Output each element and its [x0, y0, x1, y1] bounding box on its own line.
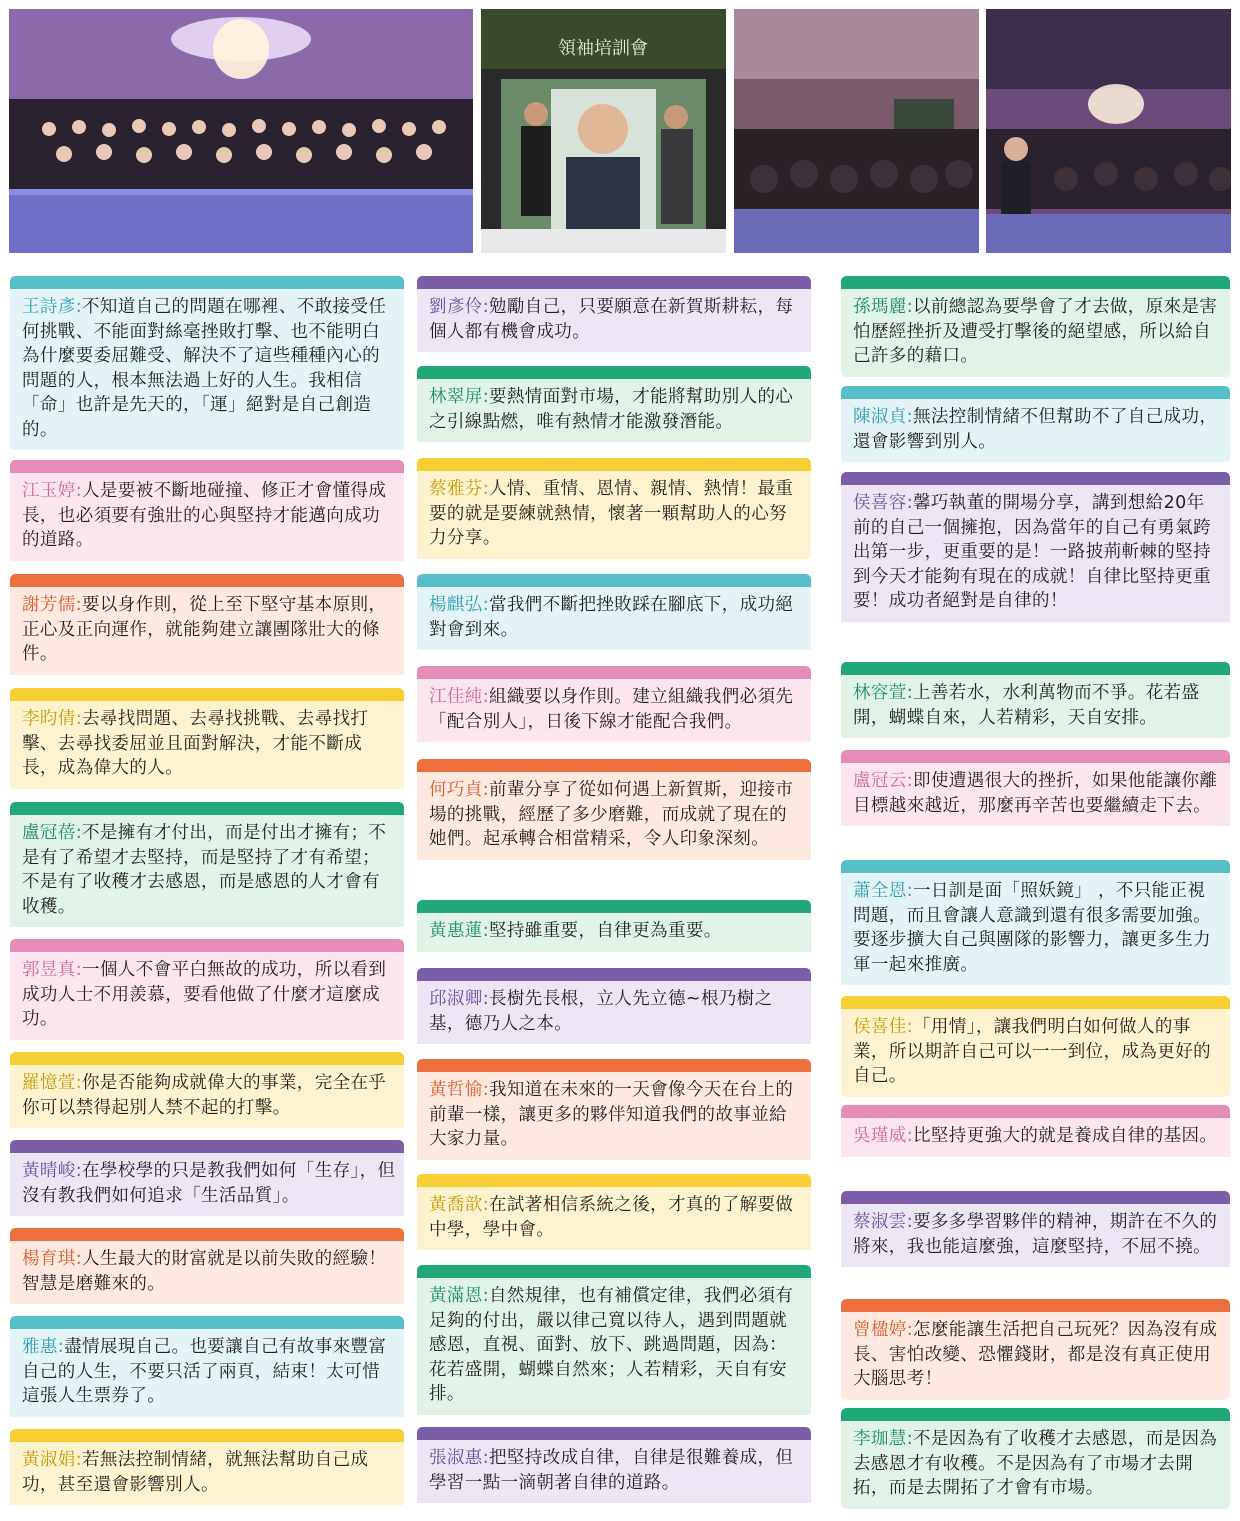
stage-speakers-photo [481, 9, 726, 253]
quote-card [10, 1316, 404, 1420]
author-name: 雅惠: [22, 1337, 65, 1357]
quote-text: 以前總認為要學會了才去做，原來是害怕歷經挫折及遭受打擊後的絕望感，所以給自己許多的藉口。 [853, 297, 1218, 366]
event-banner-text: 領袖培訓會 [558, 38, 648, 59]
author-name: 何巧貞: [429, 780, 489, 800]
author-name: 張淑惠: [429, 1448, 489, 1468]
author-name: 李昀倩: [22, 709, 82, 729]
quote-text: 我知道在未來的一天會像今天在台上的前輩一樣，讓更多的夥伴知道我們的故事並給大家力量。 [429, 1080, 794, 1149]
author-name: 盧冠云: [853, 771, 913, 791]
author-name: 蔡淑雲: [853, 1212, 913, 1232]
quote-text: 在試著相信系統之後，才真的了解要做中學，學中會。 [429, 1195, 794, 1240]
author-name: 曾楹婷: [853, 1320, 913, 1340]
quote-card [417, 458, 811, 562]
quote-card [841, 1408, 1230, 1509]
quote-text: 勉勵自己，只要願意在新賀斯耕耘，每個人都有機會成功。 [429, 297, 794, 342]
author-name: 謝芳儒: [22, 595, 82, 615]
quote-card [841, 472, 1230, 649]
quote-text: 馨巧執董的開場分享，講到想給20年前的自己一個擁抱，因為當年的自己有勇氣跨出第一步，更重要的是！一路披荊斬棘的堅持到今天才能夠有現在的成就！自律比堅持更重要！成功者絕對是自律的！ [853, 493, 1211, 611]
quote-text: 不知道自己的問題在哪裡、不敢接受任何挑戰、不能面對絲毫挫敗打擊、也不能明白為什麼要委屈難受、解決不了這些種種內心的問題的人，根本無法過上好的人生。我相信「命」也許是先天的，「運」絕對是自己創造的。 [22, 297, 387, 440]
quote-text: 無法控制情緒不但幫助不了自己成功，還會影響到別人。 [853, 407, 1218, 452]
author-name: 蕭全恩: [853, 881, 913, 901]
quote-text: 組織要以身作則。建立組織我們必須先「配合別人」，日後下線才能配合我們。 [429, 687, 794, 732]
author-name: 孫瑪麗: [853, 297, 913, 317]
quote-card [841, 860, 1230, 988]
quote-card [417, 1059, 811, 1163]
author-name: 黃淑娟: [22, 1450, 82, 1470]
author-name: 黃晴峻: [22, 1161, 82, 1181]
author-name: 郭昱真: [22, 960, 82, 980]
quote-text: 把堅持改成自律，自律是很難養成，但學習一點一滴朝著自律的道路。 [429, 1448, 794, 1493]
quote-card [10, 802, 404, 930]
author-name: 黃哲愉: [429, 1080, 489, 1100]
quote-text: 「用情」，讓我們明白如何做人的事業，所以期許自己可以一一到位，成為更好的自己。 [853, 1017, 1211, 1086]
quote-text: 上善若水，水利萬物而不爭。花若盛開，蝴蝶自來，人若精彩，天自安排。 [853, 683, 1200, 728]
author-name: 林翠屏: [429, 387, 489, 407]
quote-text: 要熱情面對市場，才能將幫助別人的心之引線點燃，唯有熱情才能激發潛能。 [429, 387, 794, 432]
quote-card [417, 366, 811, 446]
quote-text: 人生最大的財富就是以前失敗的經驗！智慧是磨難來的。 [22, 1249, 387, 1294]
quote-card [10, 574, 404, 678]
author-name: 李珈慧: [853, 1429, 913, 1449]
author-name: 王詩彥: [22, 297, 82, 317]
quote-text: 在學校學的只是教我們如何「生存」，但沒有教我們如何追求「生活品質」。 [22, 1161, 396, 1206]
author-name: 林容萱: [853, 683, 913, 703]
author-name: 陳淑貞: [853, 407, 913, 427]
quote-card [841, 662, 1230, 739]
quote-card [10, 1429, 404, 1508]
author-name: 盧冠蓓: [22, 823, 82, 843]
quote-text: 長樹先長根，立人先立德~根乃樹之基，德乃人之本。 [429, 989, 773, 1034]
group-photo [9, 9, 473, 253]
quote-card [417, 1427, 811, 1509]
quote-text: 盡情展現自己。也要讓自己有故事來豐富自己的人生，不要只活了兩頁，結束！太可惜這張人生票券了。 [22, 1337, 387, 1406]
quote-text: 前輩分享了從如何遇上新賀斯，迎接市場的挑戰，經歷了多少磨難，而成就了現在的她們。起承轉合相當精采，令人印象深刻。 [429, 780, 794, 849]
author-name: 侯喜容: [853, 493, 913, 513]
author-name: 江佳純: [429, 687, 489, 707]
author-name: 吳瑾威: [853, 1126, 913, 1146]
quote-card [841, 1105, 1230, 1182]
quote-card [10, 939, 404, 1043]
quote-card [10, 688, 404, 792]
quote-card [417, 276, 811, 356]
quote-text: 你是否能夠成就偉大的事業，完全在乎你可以禁得起別人禁不起的打擊。 [22, 1073, 387, 1118]
quote-text: 若無法控制情緒，就無法幫助自己成功，甚至還會影響別人。 [22, 1450, 369, 1495]
quote-text: 去尋找問題、去尋找挑戰、去尋找打擊、去尋找委屈並且面對解決，才能不斷成長，成為偉大的人。 [22, 709, 369, 778]
author-name: 黃滿恩: [429, 1286, 489, 1306]
author-name: 羅憶萱: [22, 1073, 82, 1093]
quote-card [417, 574, 811, 654]
quote-text: 人情、重情、恩情、親情、熱情！最重要的就是要練就熱情，懷著一顆幫助人的心努力分享。 [429, 479, 794, 548]
quote-text: 比堅持更強大的就是養成自律的基因。 [913, 1126, 1218, 1146]
quote-text: 不是擁有才付出，而是付出才擁有；不是有了希望才去堅持，而是堅持了才有希望；不是有了收穫才去感恩，而是感恩的人才會有收穫。 [22, 823, 387, 917]
author-name: 黃喬歆: [429, 1195, 489, 1215]
quote-card [10, 1140, 404, 1219]
quote-text: 當我們不斷把挫敗踩在腳底下，成功絕對會到來。 [429, 595, 794, 640]
quote-text: 要以身作則，從上至下堅守基本原則，正心及正向運作，就能夠建立讓團隊壯大的條件。 [22, 595, 387, 664]
quote-card [10, 1228, 404, 1307]
quote-text: 即使遭遇很大的挫折，如果他能讓你離目標越來越近，那麼再辛苦也要繼續走下去。 [853, 771, 1218, 816]
quote-text: 一日訓是面「照妖鏡」 ，不只能正視問題，而且會讓人意識到還有很多需要加強。要逐步擴大自己與團隊的影響力，讓更多生力軍一起來推廣。 [853, 881, 1211, 975]
quote-card [841, 1191, 1230, 1292]
quote-card [841, 386, 1230, 463]
quote-card [841, 276, 1230, 377]
quote-text: 堅持雖重要，自律更為重要。 [489, 921, 722, 941]
speaker-audience-photo [986, 9, 1231, 253]
quote-card [417, 1174, 811, 1254]
quote-card [417, 1265, 811, 1417]
quote-card [841, 1299, 1230, 1400]
quote-card [417, 759, 811, 887]
quote-card [841, 996, 1230, 1097]
author-name: 楊麒弘: [429, 595, 489, 615]
quote-text: 自然規律，也有補償定律，我們必須有足夠的付出，嚴以律己寬以待人，遇到問題就感恩，直視、面對、放下、跳過問題，因為：花若盛開，蝴蝶自然來；人若精彩，天自有安排。 [429, 1286, 794, 1404]
quote-card [10, 276, 404, 451]
author-name: 劉彥伶: [429, 297, 489, 317]
author-name: 江玉婷: [22, 481, 82, 501]
audience-screen-photo [734, 9, 979, 253]
quote-card [417, 666, 811, 746]
author-name: 邱淑卿: [429, 989, 489, 1009]
author-name: 蔡雅芬: [429, 479, 489, 499]
quote-card [10, 460, 404, 564]
author-name: 楊育琪: [22, 1249, 82, 1269]
author-name: 黃惠蓮: [429, 921, 489, 941]
quote-text: 要多多學習夥伴的精神，期許在不久的將來，我也能這麼強，這麼堅持，不屈不撓。 [853, 1212, 1218, 1257]
author-name: 侯喜佳: [853, 1017, 913, 1037]
quote-card [841, 750, 1230, 851]
quote-card [10, 1052, 404, 1131]
quote-card [417, 968, 811, 1048]
quote-card [417, 900, 811, 956]
quote-text: 不是因為有了收穫才去感恩，而是因為去感恩才有收穫。不是因為有了市場才去開拓，而是去開拓了才會有市場。 [853, 1429, 1218, 1498]
quote-text: 人是要被不斷地碰撞、修正才會懂得成長，也必須要有強壯的心與堅持才能邁向成功的道路。 [22, 481, 387, 550]
quote-text: 怎麼能讓生活把自己玩死？因為沒有成長、害怕改變、恐懼錢財，都是沒有真正使用大腦思考！ [853, 1320, 1218, 1389]
quote-text: 一個人不會平白無故的成功，所以看到成功人士不用羨慕，要看他做了什麼才這麼成功。 [22, 960, 387, 1029]
